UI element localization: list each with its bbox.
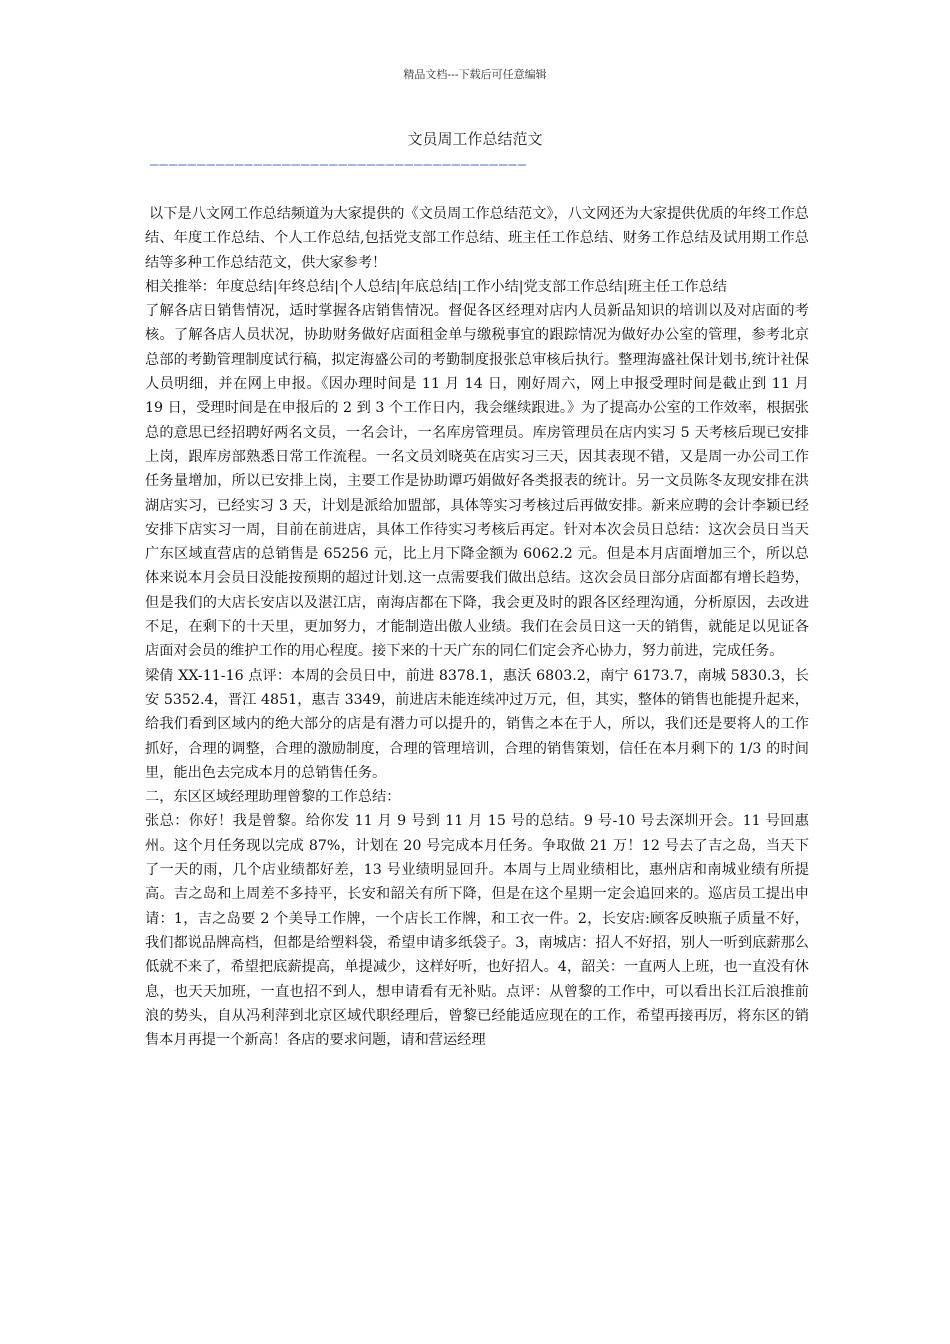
document-body <box>145 202 809 1052</box>
title-divider: ———————————————————————————————————————— <box>150 157 528 173</box>
header-note: 精品文档---下载后可任意编辑 <box>403 68 547 81</box>
body-paragraph-work-summary: 了解各店日销售情况，适时掌握各店销售情况。督促各区经理对店内人员新品知识的培训以及对店面的考核。了解各店人员状况，协助财务做好店面租金单与缴税事宜的跟踪情况为做好办公室的管理，参考北京总部的考勤管理制度试行稿，拟定海盛公司的考勤制度报张总审核后执行。整理海盛社保计划书,统计社保人员明细，并在网上申报。《因办理时间是 11 月 14 日，刚好周六，网上申报受理时间是截止到 11 月 19 日，受理时间是在申报后的 2 到 3 个工作日内，我会继续跟进。》为了提高办公室的工作效率，根据张总的意思已经招聘好两名文员，一名会计，一名库房管理员。库房管理员在店内实习 5 天考核后现已安排上岗，跟库房部熟悉日常工作流程。一名文员刘晓英在店实习三天，因其表现不错，又是周一办公司工作任务量增加，所以已安排上岗，主要工作是协助谭巧娟做好各类报表的统计。另一文员陈冬友现安排在洪湖店实习，已经实习 3 天，计划是派给加盟部，具体等实习考核过后再做安排。新来应聘的会计李颖已经安排下店实习一周，目前在前进店，具体工作待实习考核后再定。针对本次会员日总结：这次会员日当天广东区域直营店的总销售是 65256 元，比上月下降金额为 6062.2 元。但是本月店面增加三个，所以总体来说本月会员日没能按预期的超过计划.这一点需要我们做出总结。这次会员日部分店面都有增长趋势，但是我们的大店长安店以及湛江店，南海店都在下降，我会更及时的跟各区经理沟通，分析原因，去改进不足，在剩下的十天里，更加努力，才能制造出傲人业绩。我们在会员日这一天的销售，就能足以见证各店面对会员的维护工作的用心程度。接下来的十天广东的同仁们定会齐心协力，努力前进，完成任务。 <box>145 303 809 660</box>
page-title: 文员周工作总结范文 <box>407 130 543 148</box>
section-heading-east-region: 二，东区区域经理助理曾黎的工作总结： <box>145 789 401 806</box>
body-paragraph-zengli: 张总：你好！我是曾黎。给你发 11 月 9 号到 11 月 15 号的总结。9 号-10 号去深圳开会。11 号回惠州。这个月任务现以完成 87%，计划在 20 号完成本月任务。争取做 21 万！12 号去了吉之岛，当天下了一天的雨，几个店业绩都好差，13 号业绩明显回升。本周与上周业绩相比，惠州店和南城业绩有所提高。吉之岛和上周差不多持平，长安和韶关有所下降，但是在这个星期一定会追回来的。巡店员工提出申请：1，吉之岛要 2 个美导工作牌，一个店长工作牌，和工衣一件。2，长安店:顾客反映瓶子质量不好，我们都说品牌高档，但都是给塑料袋，希望申请多纸袋子。3，南城店：招人不好招，别人一听到底薪那么低就不来了，希望把底薪提高，单提减少，这样好听，也好招人。4，韶关：一直两人上班，也一直没有休息，也天天加班，一直也招不到人，想申请看有无补贴。点评：从曾黎的工作中，可以看出长江后浪推前浪的势头，自从冯利萍到北京区域代职经理后，曾黎已经能适应现在的工作，希望再接再厉，将东区的销售本月再提一个新高！各店的要求问题，请和营运经理 <box>145 813 809 1049</box>
related-recommendations: 相关推举：年度总结|年终总结|个人总结|年底总结|工作小结|党支部工作总结|班主任工作总结 <box>145 278 727 295</box>
intro-paragraph: 以下是八文网工作总结频道为大家提供的《文员周工作总结范文》，八文网还为大家提供优质的年终工作总结、年度工作总结、个人工作总结,包括党支部工作总结、班主任工作总结、财务工作总结及试用期工作总结等多种工作总结范文，供大家参考！ <box>145 206 809 271</box>
body-paragraph-review: 梁倩 XX-11-16 点评：本周的会员日中，前进 8378.1，惠沃 6803.2，南宁 6173.7，南城 5830.3，长安 5352.4，晋江 4851，惠吉 3349，前进店未能连续冲过万元，但，其实，整体的销售也能提升起来，给我们看到区域内的绝大部分的店是有潜力可以提升的，销售之本在于人，所以，我们还是要将人的工作抓好，合理的调整，合理的激励制度，合理的管理培训，合理的销售策划，信任在本月剩下的 1/3 的时间里，能出色去完成本月的总销售任务。 <box>145 667 809 781</box>
